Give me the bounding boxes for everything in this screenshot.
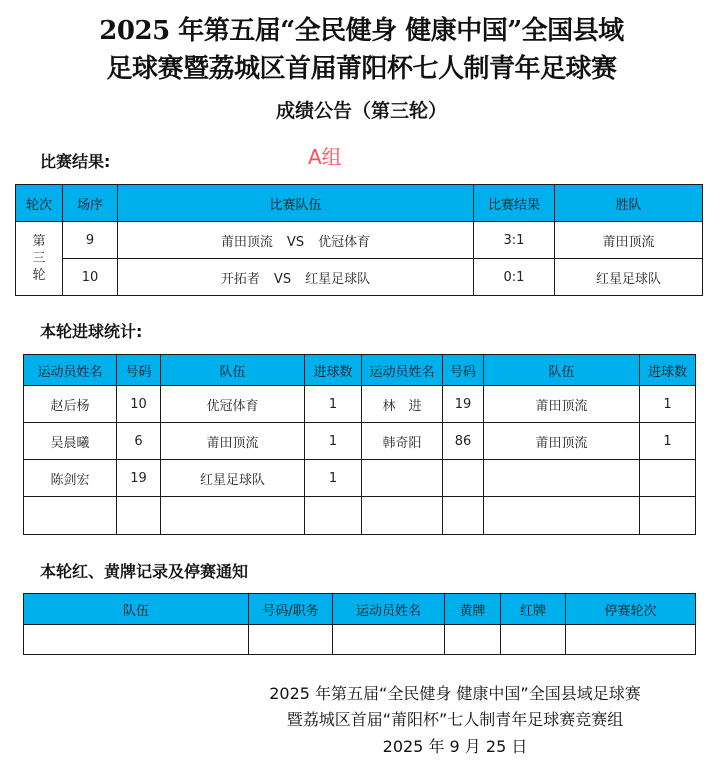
goals-cell <box>305 497 362 535</box>
col-header-score: 比赛结果 <box>474 185 555 222</box>
results-header-row <box>16 185 703 222</box>
table-row <box>16 222 703 259</box>
player-name-cell: 吴晨曦 <box>24 423 117 460</box>
goals-cell: 1 <box>305 423 362 460</box>
away-team: 优冠体育 <box>318 234 371 250</box>
number-cell: 6 <box>117 423 161 460</box>
col-header-team: 队伍 <box>484 355 640 386</box>
col-header-goals: 进球数 <box>640 355 696 386</box>
red-card-cell <box>501 625 566 655</box>
results-table <box>15 184 703 296</box>
cards-table <box>23 593 696 655</box>
round-cell <box>16 222 63 296</box>
col-header-round: 轮次 <box>16 185 63 222</box>
col-header-teams: 比赛队伍 <box>118 185 474 222</box>
player-name-cell: 韩奇阳 <box>362 423 443 460</box>
teams-cell <box>118 222 474 259</box>
team-cell: 优冠体育 <box>161 386 305 423</box>
vs-label: VS <box>286 234 305 250</box>
col-header-number-role: 号码/职务 <box>249 594 333 625</box>
number-role-cell <box>249 625 333 655</box>
goals-cell: 1 <box>305 386 362 423</box>
col-header-team: 队伍 <box>24 594 249 625</box>
scorers-section-label: 本轮进球统计: <box>40 322 143 341</box>
col-header-goals: 进球数 <box>305 355 362 386</box>
col-header-winner: 胜队 <box>555 185 703 222</box>
col-header-player-name: 运动员姓名 <box>24 355 117 386</box>
table-row <box>24 497 696 535</box>
suspension-cell <box>566 625 696 655</box>
goals-cell <box>640 497 696 535</box>
score-cell: 0:1 <box>474 259 555 296</box>
round-char: 轮 <box>32 268 46 283</box>
group-label: A组 <box>308 145 342 169</box>
col-header-number: 号码 <box>443 355 484 386</box>
scorers-header-row <box>24 355 696 386</box>
team-cell: 莆田顶流 <box>161 423 305 460</box>
number-cell: 19 <box>443 386 484 423</box>
col-header-team: 队伍 <box>161 355 305 386</box>
col-header-match-no: 场序 <box>63 185 118 222</box>
document-title-line-1: 2025 年第五届“全民健身 健康中国”全国县域 <box>99 16 624 46</box>
team-cell: 莆田顶流 <box>484 423 640 460</box>
player-name-cell: 林 进 <box>362 386 443 423</box>
team-cell <box>484 497 640 535</box>
table-row <box>24 386 696 423</box>
player-name-cell: 赵后杨 <box>24 386 117 423</box>
winner-cell: 红星足球队 <box>555 259 703 296</box>
footer-date: 2025 年 9 月 25 日 <box>382 737 528 756</box>
number-cell: 86 <box>443 423 484 460</box>
col-header-yellow-card: 黄牌 <box>445 594 501 625</box>
scorers-table <box>23 354 696 535</box>
goals-cell: 1 <box>640 386 696 423</box>
table-row <box>16 259 703 296</box>
home-team: 莆田顶流 <box>220 234 273 250</box>
home-team: 开拓者 <box>220 271 260 287</box>
player-name-cell <box>362 497 443 535</box>
player-name-cell <box>24 497 117 535</box>
team-cell <box>161 497 305 535</box>
match-no-cell: 10 <box>63 259 118 296</box>
cards-header-row <box>24 594 696 625</box>
footer-organizer-line-1: 2025 年第五届“全民健身 健康中国”全国县域足球赛 <box>269 684 641 703</box>
table-row <box>24 460 696 497</box>
number-cell: 19 <box>117 460 161 497</box>
number-cell <box>443 497 484 535</box>
table-row <box>24 423 696 460</box>
score-cell: 3:1 <box>474 222 555 259</box>
col-header-suspension-rounds: 停赛轮次 <box>566 594 696 625</box>
team-cell <box>484 460 640 497</box>
player-name-cell: 陈剑宏 <box>24 460 117 497</box>
document-title-line-2: 足球赛暨荔城区首届莆阳杯七人制青年足球赛 <box>106 54 617 84</box>
col-header-player-name: 运动员姓名 <box>333 594 445 625</box>
number-cell: 10 <box>117 386 161 423</box>
cards-section-label: 本轮红、黄牌记录及停赛通知 <box>40 562 249 581</box>
round-char: 第 <box>32 234 46 249</box>
match-no-cell: 9 <box>63 222 118 259</box>
number-cell <box>117 497 161 535</box>
teams-cell <box>118 259 474 296</box>
team-cell <box>24 625 249 655</box>
winner-cell: 莆田顶流 <box>555 222 703 259</box>
goals-cell: 1 <box>640 423 696 460</box>
col-header-number: 号码 <box>117 355 161 386</box>
away-team: 红星足球队 <box>305 271 371 287</box>
team-cell: 红星足球队 <box>161 460 305 497</box>
player-name-cell <box>333 625 445 655</box>
col-header-player-name: 运动员姓名 <box>362 355 443 386</box>
vs-label: VS <box>273 271 292 287</box>
number-cell <box>443 460 484 497</box>
goals-cell <box>640 460 696 497</box>
document-subtitle: 成绩公告（第三轮） <box>275 100 447 122</box>
results-section-label: 比赛结果: <box>40 152 111 171</box>
col-header-red-card: 红牌 <box>501 594 566 625</box>
player-name-cell <box>362 460 443 497</box>
table-row <box>24 625 696 655</box>
goals-cell: 1 <box>305 460 362 497</box>
team-cell: 莆田顶流 <box>484 386 640 423</box>
round-char: 三 <box>32 251 46 266</box>
footer-organizer-line-2: 暨荔城区首届“莆阳杯”七人制青年足球赛竞赛组 <box>286 710 624 729</box>
yellow-card-cell <box>445 625 501 655</box>
